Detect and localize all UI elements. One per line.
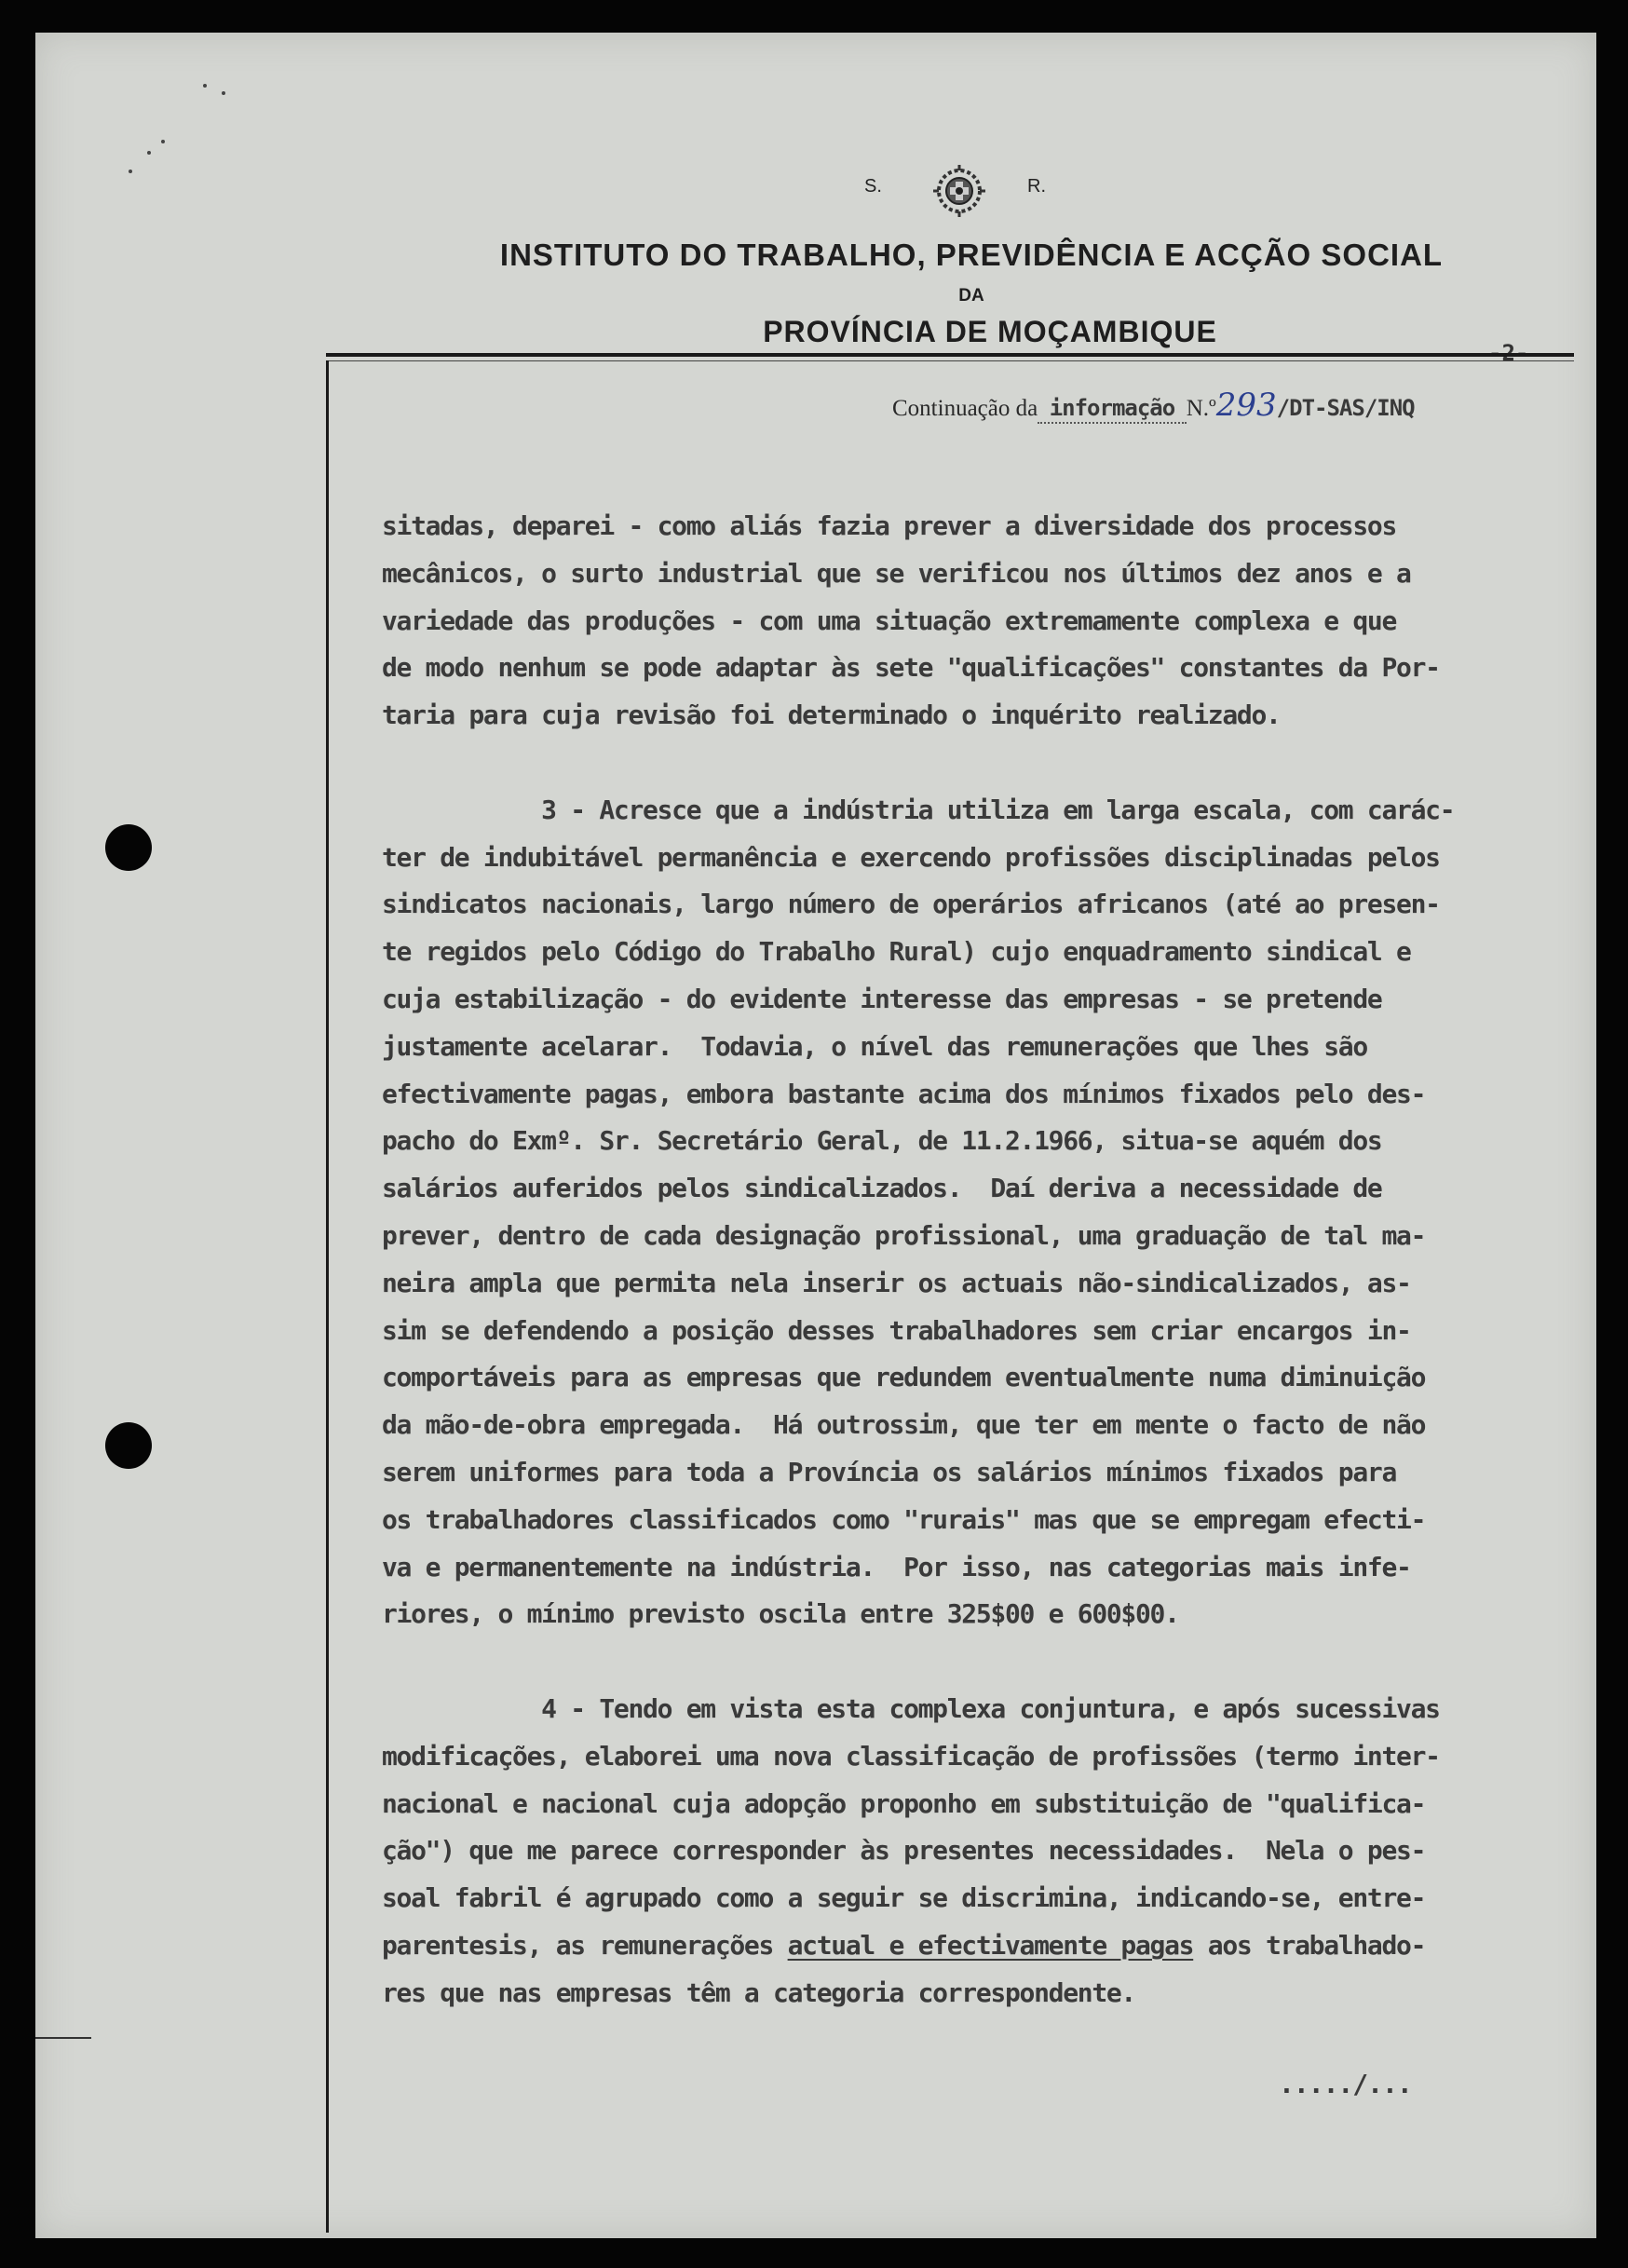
body-line-text: nacional e nacional cuja adopção proponho em substituição de "qualifica- [382, 1787, 1426, 1819]
document-page [35, 33, 1596, 2238]
body-line-text: comportáveis para as empresas que redundem eventualmente numa diminuição [382, 1362, 1426, 1393]
body-line-text: taria para cuja revisão foi determinado o inquérito realizado. [382, 699, 1281, 731]
body-line-text: mecânicos, o surto industrial que se verificou nos últimos dez anos e a [382, 557, 1411, 589]
body-line [382, 1544, 1593, 1592]
body-line-text: riores, o mínimo previsto oscila entre 325$00 e 600$00. [382, 1598, 1179, 1630]
continuation-doc-type-field [1038, 395, 1187, 424]
number-label: N.º [1186, 396, 1216, 421]
body-line [382, 645, 1593, 692]
body-line-text: res que nas empresas têm a categoria correspondente. [382, 1976, 1135, 2008]
letterhead-emblem [855, 163, 1060, 219]
body-line-text: ção") que me parece corresponder às presentes necessidades. Nela o pes- [382, 1835, 1426, 1867]
body-line [382, 1071, 1593, 1119]
punch-hole [105, 1422, 152, 1469]
body-line [382, 1686, 1593, 1733]
institute-title: INSTITUTO DO TRABALHO, PREVIDÊNCIA E ACÇÃO SOCIAL [499, 238, 1444, 272]
underlined-phrase: actual e efectivamente pagas [787, 1929, 1194, 1961]
continues-marker: ...../... [1279, 2069, 1412, 2099]
paper-specks [110, 84, 231, 186]
body-line [382, 881, 1593, 929]
province-title: PROVÍNCIA DE MOÇAMBIQUE [763, 315, 1217, 348]
body-line [382, 1449, 1593, 1497]
body-line-text: serem uniformes para toda a Província os salários mínimos fixados para [382, 1456, 1397, 1487]
body-line [382, 1308, 1593, 1355]
body-line [382, 1260, 1593, 1308]
body-line [382, 692, 1593, 740]
body-line [382, 1827, 1593, 1875]
body-line [382, 1354, 1593, 1402]
continuation-doc-type: informação [1049, 395, 1175, 421]
punch-hole [105, 824, 152, 871]
margin-rule [326, 360, 329, 2233]
body-line-text: neira ampla que permita nela inserir os actuais não-sindicalizados, as- [382, 1267, 1411, 1298]
body-line-text: sim se defendendo a posição desses trabalhadores sem criar encargos in- [382, 1314, 1411, 1346]
handwritten-number: 293 [1215, 387, 1277, 424]
body-line [382, 1591, 1593, 1638]
header-rule [326, 353, 1574, 357]
number-suffix: /DT-SAS/INQ [1276, 395, 1415, 421]
body-line [382, 1970, 1593, 2017]
body-line [382, 598, 1593, 645]
body-line [382, 1781, 1593, 1828]
coat-of-arms-seal-icon [931, 163, 987, 219]
body-line [382, 1024, 1593, 1071]
paragraph-gap [382, 1638, 1593, 1686]
body-line-text: ter de indubitável permanência e exercendo profissões disciplinadas pelos [382, 841, 1440, 873]
body-line [382, 1165, 1593, 1213]
body-line-text: prever, dentro de cada designação profissional, uma graduação de tal ma- [382, 1219, 1426, 1251]
body-line [382, 1733, 1593, 1781]
body-line-text: parentesis, as remunerações [382, 1929, 788, 1961]
body-line [382, 787, 1593, 835]
paragraph-gap [382, 740, 1593, 787]
continuation-line [892, 387, 1415, 424]
body-line-text: variedade das produções - com uma situação extremamente complexa e que [382, 604, 1397, 636]
body-line [382, 1402, 1593, 1449]
body-line [382, 1875, 1593, 1922]
body-line-text: sindicatos nacionais, largo número de operários africanos (até ao presen- [382, 889, 1440, 920]
body-line-text: os trabalhadores classificados como "rurais" mas que se empregam efecti- [382, 1503, 1426, 1535]
body-line-text: modificações, elaborei uma nova classificação de profissões (termo inter- [382, 1740, 1440, 1772]
institute-da: DA [958, 286, 984, 306]
r-letter: R. [1027, 176, 1046, 197]
body-line-text: de modo nenhum se pode adaptar às sete "qualificações" constantes da Por- [382, 652, 1440, 684]
body-line [382, 835, 1593, 882]
body-line [382, 929, 1593, 976]
body-line [382, 1497, 1593, 1544]
body-line-text: 4 - Tendo em vista esta complexa conjuntura, e após sucessivas [382, 1692, 1440, 1724]
body-line [382, 550, 1593, 598]
body-line [382, 1213, 1593, 1260]
body-line-text: sitadas, deparei - como aliás fazia prever a diversidade dos processos [382, 510, 1397, 541]
body-line-text: justamente acelarar. Todavia, o nível das remunerações que lhes são [382, 1030, 1367, 1062]
body-line-text: da mão-de-obra empregada. Há outrossim, que ter em mente o facto de não [382, 1409, 1426, 1441]
body-line-text: soal fabril é agrupado como a seguir se discrimina, indicando-se, entre- [382, 1882, 1426, 1914]
body-line-text: 3 - Acresce que a indústria utiliza em larga escala, com carác- [382, 794, 1455, 825]
body-line [382, 503, 1593, 550]
body-line [382, 976, 1593, 1024]
body-line [382, 1922, 1593, 1970]
body-line [382, 1118, 1593, 1165]
body-line-text: salários auferidos pelos sindicalizados. Daí deriva a necessidade de [382, 1173, 1382, 1204]
body-line-text: pacho do Exmº. Sr. Secretário Geral, de 11.2.1966, situa-se aquém dos [382, 1125, 1382, 1157]
body-line-tail: aos trabalhado- [1193, 1929, 1426, 1961]
margin-tick [35, 2037, 91, 2039]
s-letter: S. [864, 176, 882, 197]
body-line-text: te regidos pelo Código do Trabalho Rural) cujo enquadramento sindical e [382, 936, 1411, 968]
header-rule-thin [326, 360, 1574, 361]
body-line-text: efectivamente pagas, embora bastante acima dos mínimos fixados pelo des- [382, 1078, 1426, 1109]
body-line-text: va e permanentemente na indústria. Por isso, nas categorias mais infe- [382, 1551, 1411, 1582]
continuation-label: Continuação da [892, 396, 1038, 421]
body-text [382, 503, 1593, 2017]
body-line-text: cuja estabilização - do evidente interesse das empresas - se pretende [382, 983, 1382, 1014]
